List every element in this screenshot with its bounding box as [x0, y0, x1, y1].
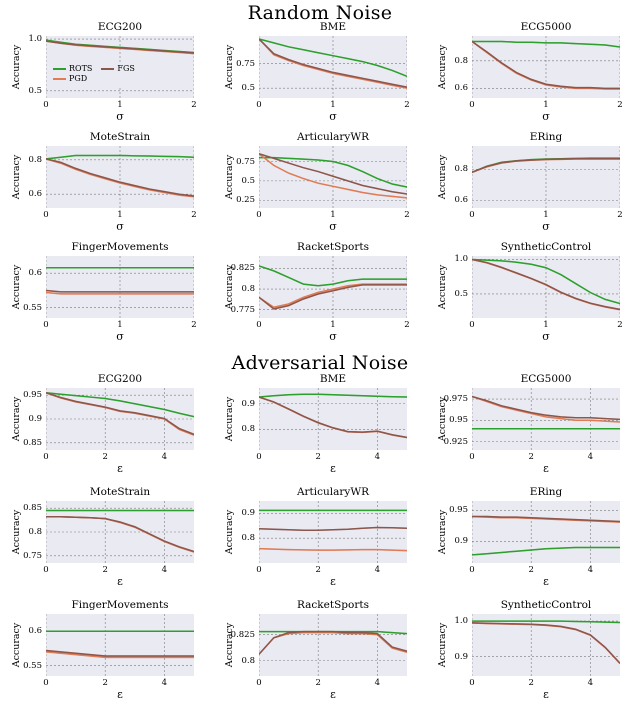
chart-panel [426, 485, 639, 595]
plot-area [46, 256, 194, 318]
x-axis-label: σ [329, 220, 337, 233]
panel-title: FingerMovements [71, 599, 169, 611]
x-tick-label: 0 [469, 565, 475, 575]
y-tick-label: 0.5 [28, 85, 42, 96]
x-axis-label: ε [330, 462, 336, 475]
plot-area [46, 501, 194, 563]
x-axis-label: σ [116, 220, 124, 233]
legend-label: ROTS [69, 64, 93, 73]
x-axis-label: σ [542, 110, 550, 123]
y-tick-label: 0.825 [230, 263, 255, 274]
legend-swatch [53, 78, 66, 80]
x-tick-label: 0 [43, 100, 49, 110]
plot-area [472, 36, 620, 98]
y-tick-label: 0.8 [28, 527, 42, 537]
chart-panel [426, 20, 639, 130]
x-tick-label: 0 [43, 565, 49, 575]
x-axis-label: ε [543, 688, 549, 701]
y-tick-label: 0.95 [23, 390, 42, 401]
x-tick-label: 0 [256, 100, 262, 110]
plot-area [46, 146, 194, 208]
panel-title: SyntheticControl [500, 241, 592, 253]
y-tick-label: 0.95 [449, 505, 468, 516]
x-tick-label: 2 [404, 320, 410, 330]
x-axis-label: ε [543, 575, 549, 588]
y-axis-label: Accuracy [224, 396, 235, 442]
plot-area [259, 388, 407, 450]
panel-title: ERing [529, 486, 563, 498]
panel-title: BME [319, 373, 347, 385]
x-tick-label: 1 [330, 210, 336, 220]
x-tick-label: 0 [256, 678, 262, 688]
chart-panel [213, 130, 426, 240]
x-tick-label: 2 [617, 210, 623, 220]
x-tick-label: 4 [161, 565, 168, 575]
x-axis-label: ε [117, 575, 123, 588]
y-tick-label: 0.85 [23, 503, 42, 514]
panel-grid-random-noise [0, 20, 640, 350]
y-tick-label: 0.5 [241, 83, 255, 94]
x-axis-label: ε [330, 575, 336, 588]
x-tick-label: 4 [587, 678, 594, 688]
x-tick-label: 0 [256, 210, 262, 220]
x-tick-label: 0 [256, 565, 262, 575]
y-tick-label: 1.0 [454, 616, 468, 627]
x-tick-label: 0 [43, 678, 49, 688]
x-tick-label: 1 [543, 320, 549, 330]
legend-swatch [101, 68, 114, 70]
panel-title: FingerMovements [71, 241, 169, 253]
x-tick-label: 4 [374, 678, 381, 688]
chart-panel [426, 598, 639, 708]
x-axis-label: σ [116, 330, 124, 343]
plot-area [46, 388, 194, 450]
x-tick-label: 4 [161, 678, 168, 688]
y-tick-label: 0.9 [241, 398, 255, 409]
plot-area [46, 614, 194, 676]
x-tick-label: 2 [191, 320, 197, 330]
legend-label: PGD [69, 74, 88, 83]
plot-area [259, 501, 407, 563]
x-axis-label: ε [543, 462, 549, 475]
chart-panel [213, 598, 426, 708]
x-tick-label: 0 [43, 320, 49, 330]
x-tick-label: 4 [374, 565, 381, 575]
x-tick-label: 2 [191, 210, 197, 220]
plot-area [259, 36, 407, 98]
y-tick-label: 0.9 [241, 508, 255, 519]
y-axis-label: Accuracy [224, 509, 235, 555]
y-tick-label: 1.0 [28, 34, 42, 45]
y-axis-label: Accuracy [11, 509, 22, 555]
y-tick-label: 0.6 [454, 83, 468, 94]
y-tick-label: 0.85 [23, 437, 42, 448]
x-tick-label: 0 [469, 320, 475, 330]
x-tick-label: 0 [256, 320, 262, 330]
x-tick-label: 2 [528, 565, 534, 575]
y-axis-label: Accuracy [224, 264, 235, 310]
y-tick-label: 0.6 [28, 268, 42, 279]
x-tick-label: 2 [617, 320, 623, 330]
panel-title: ECG5000 [520, 373, 572, 385]
y-tick-label: 0.775 [230, 304, 255, 315]
plot-area [472, 256, 620, 318]
y-tick-label: 0.55 [23, 660, 42, 671]
x-tick-label: 2 [315, 565, 321, 575]
panel-title: RacketSports [297, 241, 369, 253]
chart-panel [213, 485, 426, 595]
panel-title: SyntheticControl [500, 599, 592, 611]
x-tick-label: 2 [404, 100, 410, 110]
y-tick-label: 0.6 [28, 626, 42, 637]
y-axis-label: Accuracy [437, 509, 448, 555]
y-axis-label: Accuracy [224, 622, 235, 668]
x-tick-label: 1 [330, 100, 336, 110]
x-axis-label: ε [330, 688, 336, 701]
x-tick-label: 4 [161, 452, 168, 462]
y-axis-label: Accuracy [437, 154, 448, 200]
y-tick-label: 0.75 [236, 156, 255, 167]
y-axis-label: Accuracy [437, 396, 448, 442]
y-tick-label: 0.6 [454, 195, 468, 206]
x-tick-label: 2 [404, 210, 410, 220]
y-tick-label: 0.8 [454, 55, 468, 66]
panel-title: ECG200 [97, 373, 143, 385]
panel-title: MoteStrain [89, 486, 151, 498]
legend-label: FGS [117, 64, 135, 73]
section-title-random: Random Noise [247, 2, 393, 24]
y-tick-label: 0.9 [454, 651, 468, 662]
chart-panel [0, 20, 213, 130]
panel-title: MoteStrain [89, 131, 151, 143]
x-tick-label: 2 [102, 452, 108, 462]
y-tick-label: 0.8 [28, 154, 42, 165]
x-axis-label: σ [542, 220, 550, 233]
x-tick-label: 0 [469, 452, 475, 462]
x-axis-label: σ [542, 330, 550, 343]
y-tick-label: 0.8 [454, 164, 468, 175]
x-tick-label: 0 [469, 210, 475, 220]
x-tick-label: 2 [617, 100, 623, 110]
y-axis-label: Accuracy [437, 622, 448, 668]
x-tick-label: 1 [543, 100, 549, 110]
y-axis-label: Accuracy [437, 264, 448, 310]
x-axis-label: σ [329, 110, 337, 123]
y-axis-label: Accuracy [224, 44, 235, 90]
chart-panel [426, 372, 639, 482]
x-tick-label: 2 [528, 678, 534, 688]
x-tick-label: 0 [43, 210, 49, 220]
panel-title: ECG5000 [520, 21, 572, 33]
y-tick-label: 0.75 [23, 550, 42, 561]
section-title-adversarial: Adversarial Noise [231, 352, 409, 374]
chart-panel [0, 372, 213, 482]
panel-title: ECG200 [97, 21, 143, 33]
x-axis-label: ε [117, 688, 123, 701]
y-tick-label: 0.95 [449, 415, 468, 426]
chart-panel [213, 372, 426, 482]
y-tick-label: 0.925 [443, 436, 468, 447]
panel-title: ArticularyWR [296, 486, 370, 498]
legend-swatch [53, 68, 66, 70]
y-tick-label: 0.8 [241, 655, 255, 666]
chart-panel [0, 240, 213, 350]
chart-panel [0, 130, 213, 240]
x-tick-label: 2 [528, 452, 534, 462]
x-tick-label: 1 [117, 100, 123, 110]
chart-panel [0, 485, 213, 595]
plot-area [472, 146, 620, 208]
chart-panel [213, 20, 426, 130]
x-tick-label: 4 [587, 565, 594, 575]
chart-panel [426, 130, 639, 240]
y-tick-label: 0.975 [443, 394, 468, 405]
x-tick-label: 4 [374, 452, 381, 462]
y-axis-label: Accuracy [11, 264, 22, 310]
x-tick-label: 2 [102, 565, 108, 575]
x-tick-label: 0 [256, 452, 262, 462]
y-tick-label: 0.25 [236, 195, 255, 206]
y-axis-label: Accuracy [437, 44, 448, 90]
plot-area [472, 501, 620, 563]
y-tick-label: 0.9 [454, 536, 468, 547]
chart-panel [0, 598, 213, 708]
x-axis-label: ε [117, 462, 123, 475]
plot-area [472, 614, 620, 676]
legend [50, 62, 144, 86]
y-tick-label: 0.5 [454, 288, 468, 299]
y-tick-label: 0.8 [241, 533, 255, 544]
x-axis-label: σ [329, 330, 337, 343]
x-tick-label: 2 [315, 678, 321, 688]
x-tick-label: 0 [469, 678, 475, 688]
x-tick-label: 1 [117, 210, 123, 220]
y-tick-label: 0.9 [28, 414, 42, 424]
y-axis-label: Accuracy [11, 396, 22, 442]
plot-area [259, 256, 407, 318]
panel-title: BME [319, 21, 347, 33]
x-tick-label: 1 [543, 210, 549, 220]
x-tick-label: 1 [117, 320, 123, 330]
x-tick-label: 2 [102, 678, 108, 688]
panel-title: RacketSports [297, 599, 369, 611]
x-tick-label: 1 [330, 320, 336, 330]
y-axis-label: Accuracy [224, 154, 235, 200]
x-tick-label: 2 [315, 452, 321, 462]
chart-panel [213, 240, 426, 350]
panel-grid-adversarial-noise [0, 372, 640, 712]
x-tick-label: 0 [43, 452, 49, 462]
chart-panel [426, 240, 639, 350]
y-tick-label: 0.8 [241, 284, 255, 295]
x-axis-label: σ [116, 110, 124, 123]
plot-area [259, 614, 407, 676]
panel-title: ArticularyWR [296, 131, 370, 143]
panel-title: ERing [529, 131, 563, 143]
y-tick-label: 0.55 [23, 302, 42, 313]
y-axis-label: Accuracy [11, 622, 22, 668]
y-tick-label: 0.75 [236, 58, 255, 69]
y-axis-label: Accuracy [11, 44, 22, 90]
x-tick-label: 0 [469, 100, 475, 110]
y-tick-label: 0.8 [241, 424, 255, 435]
y-tick-label: 0.6 [28, 189, 42, 200]
x-tick-label: 2 [191, 100, 197, 110]
y-axis-label: Accuracy [11, 154, 22, 200]
y-tick-label: 1.0 [454, 254, 468, 265]
x-tick-label: 4 [587, 452, 594, 462]
plot-area [259, 146, 407, 208]
plot-area [472, 388, 620, 450]
y-tick-label: 0.5 [241, 175, 255, 186]
y-tick-label: 0.825 [230, 629, 255, 640]
